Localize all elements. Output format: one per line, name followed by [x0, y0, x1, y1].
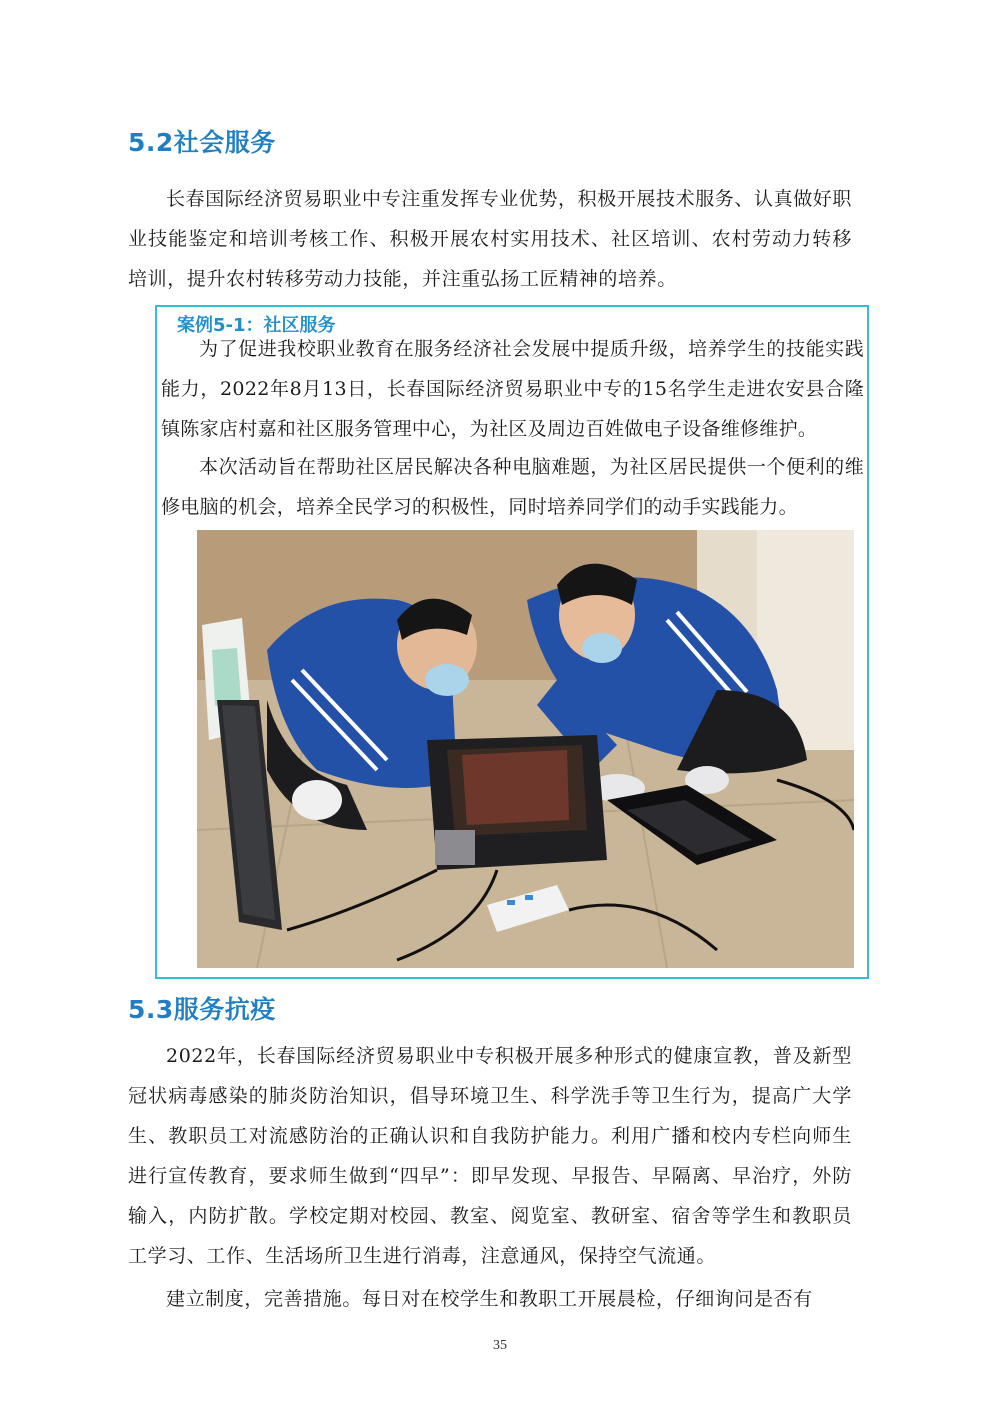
case-paragraph-2: 本次活动旨在帮助社区居民解决各种电脑难题，为社区居民提供一个便利的维修电脑的机会，培养全民学习的积极性，同时培养同学们的动手实践能力。	[161, 456, 864, 518]
epidemic-paragraph-1: 2022年，长春国际经济贸易职业中专积极开展多种形式的健康宣教，普及新型冠状病毒感染的肺炎防治知识，倡导环境卫生、科学洗手等卫生行为，提高广大学生、教职员工对流感防治的正确认识和自我防护能力。利用广播和校内专栏向师生进行宣传教育，要求师生做到“四早”：即早发现、早报告、早隔离、早治疗，外防输入，内防扩散。学校定期对校园、教室、阅览室、教研室、宿舍等学生和教职员工学习、工作、生活场所卫生进行消毒，注意通风，保持空气流通。	[128, 1045, 852, 1267]
case-title: 案例5-1：社区服务	[177, 315, 336, 336]
case-photo	[197, 530, 854, 968]
section-heading-epidemic-service: 5.3服务抗疫	[128, 995, 276, 1024]
case-box	[155, 305, 869, 979]
epidemic-paragraph-2: 建立制度，完善措施。每日对在校学生和教职工开展晨检，仔细询问是否有	[166, 1288, 813, 1310]
social-service-paragraph: 长春国际经济贸易职业中专注重发挥专业优势，积极开展技术服务、认真做好职业技能鉴定和培训考核工作、积极开展农村实用技术、社区培训、农村劳动力转移培训，提升农村转移劳动力技能，并注重弘扬工匠精神的培养。	[128, 188, 853, 290]
page-number: 35	[493, 1338, 507, 1353]
case-paragraph-1: 为了促进我校职业教育在服务经济社会发展中提质升级，培养学生的技能实践能力，2022年8月13日，长春国际经济贸易职业中专的15名学生走进农安县合隆镇陈家店村嘉和社区服务管理中心，为社区及周边百姓做电子设备维修维护。	[161, 338, 864, 440]
section-heading-social-service: 5.2社会服务	[128, 128, 276, 157]
